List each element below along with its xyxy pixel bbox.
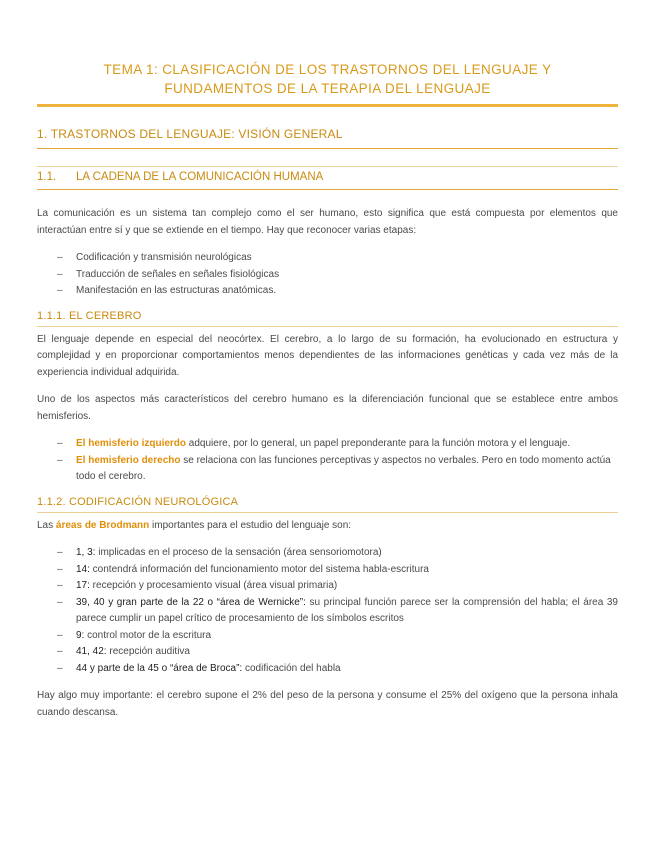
list-item — [37, 453, 618, 486]
right-hemisphere-text: se relaciona con las funciones perceptivas y aspectos no verbales. Pero en todo momento actúa todo el cerebro. — [76, 454, 611, 482]
section-1-1-2-heading: 1.1.2. CODIFICACIÓN NEUROLÓGICA — [37, 495, 239, 508]
section-1-1-divider — [37, 189, 618, 190]
brodmann-intro — [37, 518, 618, 535]
section-1-divider — [37, 148, 618, 149]
title-line-2: FUNDAMENTOS DE LA TERAPIA DEL LENGUAJE — [164, 81, 491, 96]
cerebro-paragraph-1: El lenguaje depende en especial del neocórtex. El cerebro, a lo largo de su formación, ha evolucionado en estructura y complejidad y en proporcionar comportamientos menos dependientes de las informaciones genéticas y cada vez más de la experiencia individual adquirida. — [37, 333, 618, 378]
list-item — [37, 644, 618, 661]
list-item — [37, 595, 618, 628]
section-1-heading: 1. TRASTORNOS DEL LENGUAJE: VISIÓN GENERAL — [37, 127, 343, 141]
area-key: 14: — [76, 563, 90, 575]
section-1-1-title: LA CADENA DE LA COMUNICACIÓN HUMANA — [76, 171, 324, 183]
brodmann-intro-post: importantes para el estudio del lenguaje son: — [149, 519, 352, 531]
list-item: – Manifestación en las estructuras anatómicas. — [37, 283, 618, 300]
area-text: su principal función parece ser la comprensión del habla; el área 39 parece cumplir un papel crítico de procesamiento de los símbolos escritos — [76, 596, 618, 624]
list-item — [37, 562, 618, 579]
area-text: recepción y procesamiento visual (área visual primaria) — [89, 580, 338, 591]
area-key: 17: — [76, 580, 90, 591]
brodmann-areas-list — [37, 545, 618, 677]
area-key: 41, 42: — [76, 646, 107, 657]
area-text: recepción auditiva — [106, 646, 190, 657]
area-key: 9: — [76, 629, 85, 641]
hemispheres-list — [37, 436, 618, 486]
brodmann-intro-pre: Las — [37, 519, 56, 531]
cerebro-paragraph-2: Uno de los aspectos más característicos del cerebro humano es la diferenciación funcional que se establece entre ambos hemisferios. — [37, 394, 618, 422]
right-hemisphere-label: El hemisferio derecho — [76, 454, 181, 466]
area-text: contendrá información del funcionamiento motor del sistema habla-escritura — [89, 563, 429, 575]
area-text: implicadas en el proceso de la sensación (área sensoriomotora) — [95, 547, 382, 558]
list-item — [37, 436, 618, 453]
stages-list — [37, 250, 618, 300]
section-1-1-1-heading: 1.1.1. EL CEREBRO — [37, 309, 142, 322]
section-1-1-heading — [37, 171, 618, 183]
closing-paragraph: Hay algo muy importante: el cerebro supone el 2% del peso de la persona y consume el 25% del oxígeno que la persona inhala cuando descansa. — [37, 690, 618, 718]
area-key: 1, 3: — [76, 547, 96, 558]
left-hemisphere-text: adquiere, por lo general, un papel preponderante para la función motora y el lenguaje. — [186, 438, 571, 449]
title-line-1: TEMA 1: CLASIFICACIÓN DE LOS TRASTORNOS DEL LENGUAJE Y — [103, 62, 552, 77]
list-item — [37, 661, 618, 678]
area-text: control motor de la escritura — [84, 629, 212, 641]
section-1-1-number: 1.1. — [37, 171, 57, 183]
area-key: 39, 40 y gran parte de la 22 o “área de Wernicke”: — [76, 596, 306, 608]
list-item — [37, 578, 618, 595]
area-text: codificación del habla — [242, 662, 341, 674]
document-page — [37, 0, 618, 721]
section-1-1-intro: La comunicación es un sistema tan complejo como el ser humano, esto significa que está compuesta por elementos que interactúan entre sí y que se extiende en el tiempo. Hay que reconocer varias etapas: — [37, 208, 618, 236]
list-item: – Codificación y transmisión neurológicas — [37, 250, 618, 267]
list-item — [37, 628, 618, 645]
area-key: 44 y parte de la 45 o “área de Broca”: — [76, 662, 243, 674]
brodmann-highlight: áreas de Brodmann — [55, 519, 150, 531]
title-divider — [37, 104, 618, 107]
document-title — [37, 60, 618, 98]
section-1-divider-secondary — [37, 166, 618, 167]
left-hemisphere-label: El hemisferio izquierdo — [76, 438, 187, 449]
list-item — [37, 545, 618, 562]
section-1-1-2-divider — [37, 512, 618, 513]
list-item: – Traducción de señales en señales fisiológicas — [37, 267, 618, 284]
section-1-1-1-divider — [37, 326, 618, 327]
